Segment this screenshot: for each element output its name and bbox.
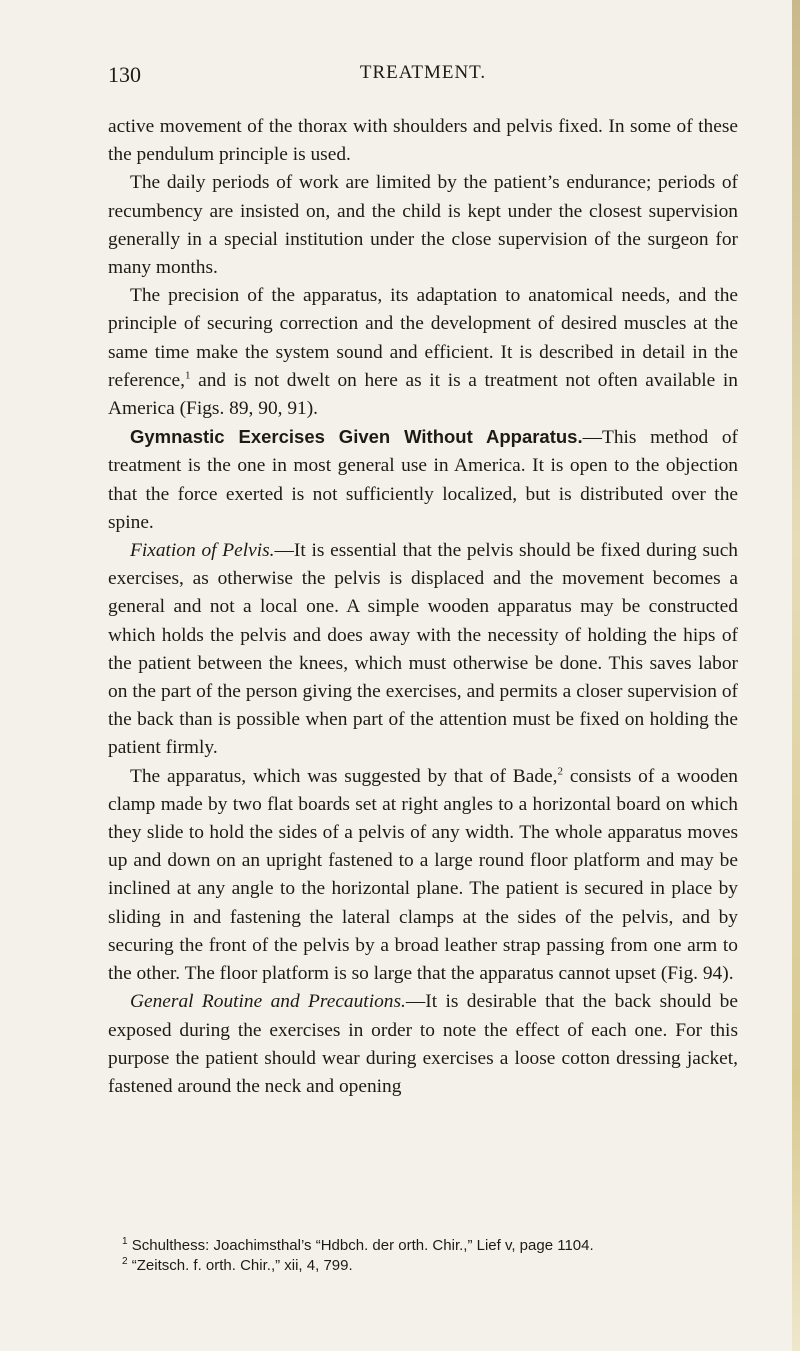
paragraph-text: The precision of the apparatus, its adaptation to anatomical needs, and the principle of securing correction and the development of desired muscles at the same time make the system sound and efficient. It is described in detail in the reference, [108, 285, 738, 391]
subsection-heading: Fixation of Pelvis. [130, 540, 275, 562]
paragraph [108, 169, 738, 282]
footnote-mark: 1 [122, 1236, 128, 1247]
paragraph-text: The apparatus, which was suggested by that of Bade, [130, 765, 558, 787]
paragraph [108, 423, 738, 537]
paragraph [108, 988, 738, 1101]
footnote-reference: 2 [557, 765, 563, 778]
body-text [108, 113, 738, 1101]
footnote-reference: 1 [184, 369, 191, 382]
page-edge [792, 0, 800, 1351]
footnote-text: Schulthess: Joachimsthal’s “Hdbch. der orth. Chir.,” Lief v, page 1104. [131, 1237, 594, 1254]
paragraph-text: —This method of treatment is the one in most general use in America. It is open to the objection that the force exerted is not sufficiently localized, but is distributed over the spine. [108, 427, 738, 533]
footnote [108, 1256, 738, 1276]
paragraph [108, 763, 738, 989]
footnote-mark: 2 [122, 1256, 128, 1267]
section-heading: Gymnastic Exercises Given Without Apparatus. [130, 426, 583, 448]
page-number: 130 [108, 62, 141, 87]
paragraph-text: active movement of the thorax with shoulders and pelvis fixed. In some of these the pendulum principle is used. [108, 116, 738, 166]
footnote-text: “Zeitsch. f. orth. Chir.,” xii, 4, 799. [131, 1257, 353, 1274]
footnote [108, 1236, 738, 1256]
subsection-heading: General Routine and Precautions. [130, 991, 406, 1013]
paragraph-text: —It is essential that the pelvis should be fixed during such exercises, as otherwise the pelvis is displaced and the movement becomes a general and not a local one. A simple wooden apparatus may be constructed which holds the pelvis and does away with the necessity of holding the hips of the patient between the knees, which must otherwise be done. This saves labor on the part of the person giving the exercises, and permits a closer supervision of the back than is possible when part of the attention must be fixed on holding the patient firmly. [108, 540, 738, 759]
running-title: TREATMENT. [359, 62, 487, 83]
paragraph [108, 113, 738, 169]
paragraph [108, 282, 738, 423]
paragraph [108, 537, 738, 763]
page-header [108, 62, 738, 92]
footnotes [108, 1236, 738, 1276]
paragraph-text: The daily periods of work are limited by the patient’s endurance; periods of recumbency are insisted on, and the child is kept under the closest supervision generally in a special institution under the close supervision of the surgeon for many months. [108, 172, 738, 279]
paragraph-text: —It is desirable that the back should be exposed during the exercises in order to note the effect of each one. For this purpose the patient should wear during exercises a loose cotton dressing jacket, fastened around the neck and opening [108, 991, 738, 1097]
paragraph-text: consists of a wooden clamp made by two flat boards set at right angles to a horizontal board on which they slide to hold the sides of a pelvis of any width. The whole apparatus moves up and down on an upright fastened to a large round floor platform and may be inclined at any angle to the horizontal plane. The patient is secured in place by sliding in and fastening the lateral clamps at the sides of the pelvis, and by securing the front of the pelvis by a broad leather strap passing from one arm to the other. The floor platform is so large that the apparatus cannot upset (Fig. 94). [108, 765, 738, 985]
paragraph-text: and is not dwelt on here as it is a treatment not often available in America (Figs. 89, 90, 91). [108, 369, 738, 420]
